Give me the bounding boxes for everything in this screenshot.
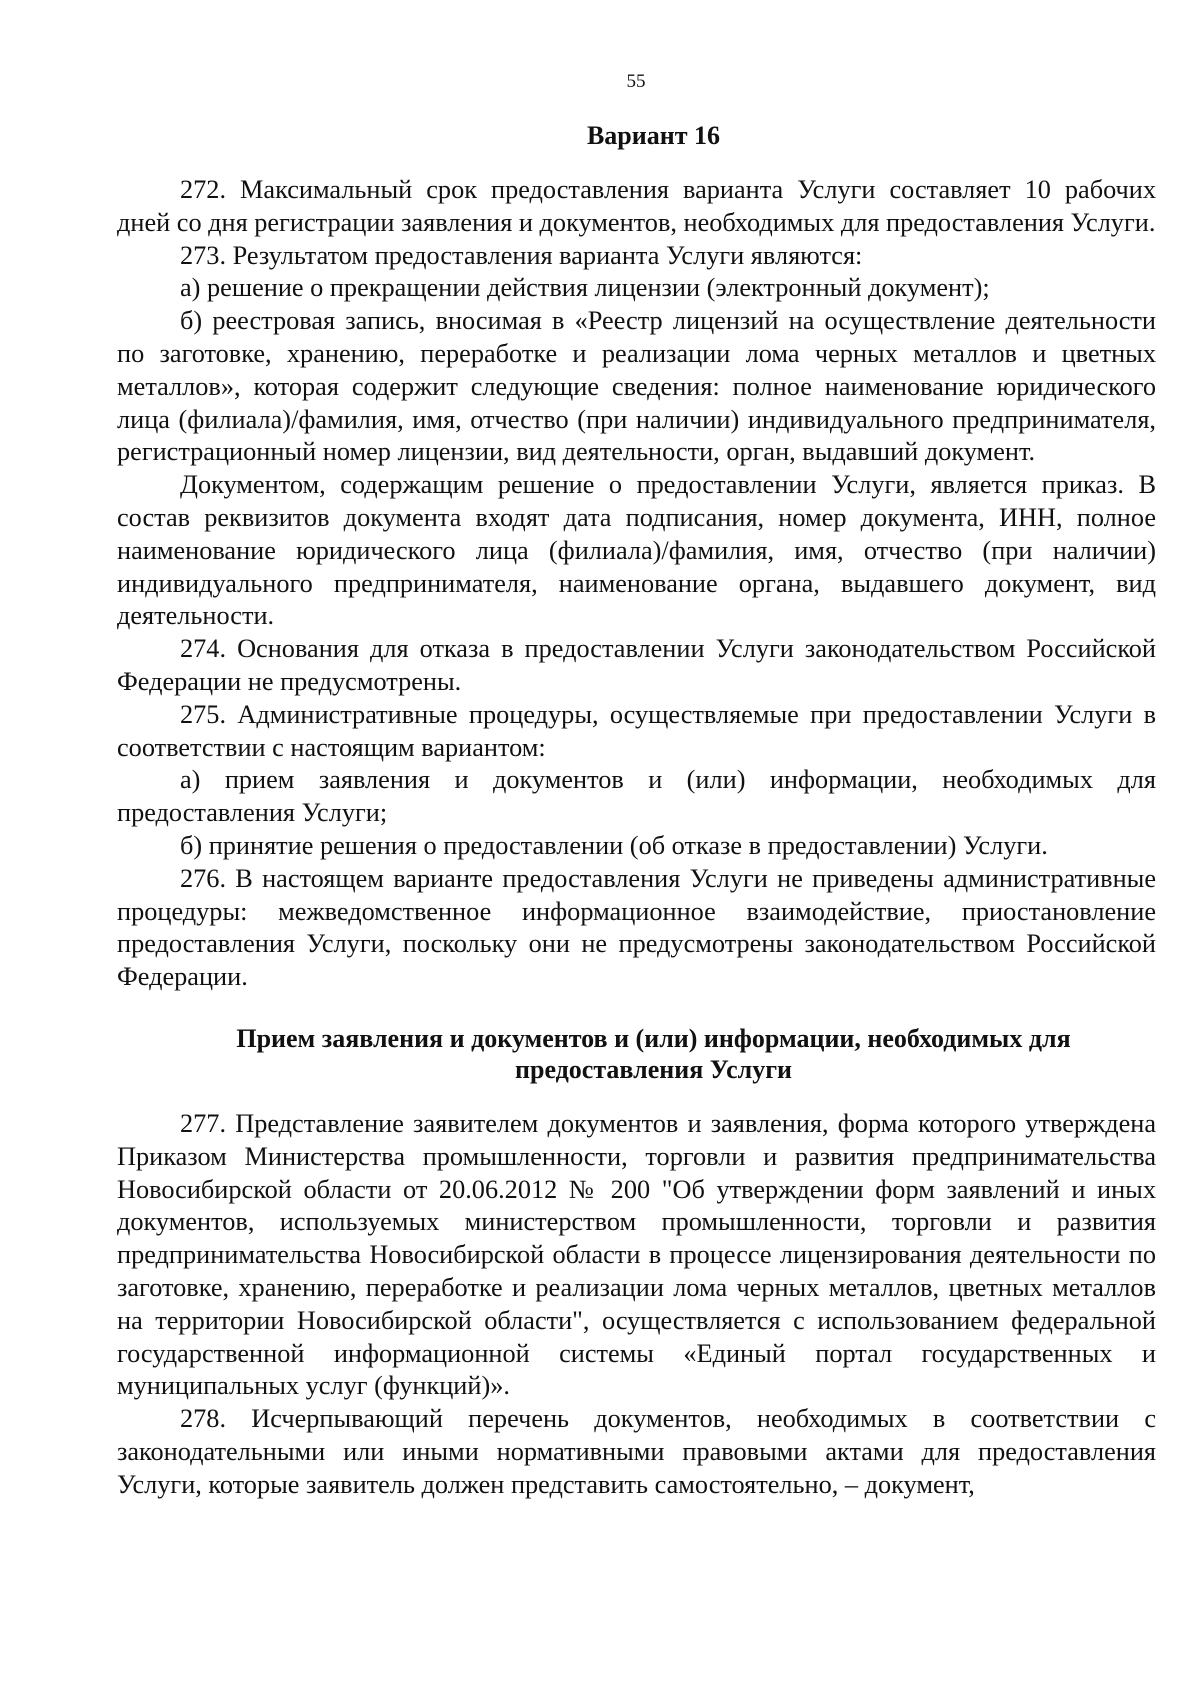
section-title-line2: предоставления Услуги <box>515 1054 792 1084</box>
paragraph-273-b: б) реестровая запись, вносимая в «Реестр лицензий на осуществление деятельности по заготовке, хранению, переработке и реализации лома черных металлов и цветных металлов», которая содержит следующие сведения: полное наименование юридического лица (филиала)/фамилия, имя, отчество (при наличии) индивидуального предпринимателя, регистрационный номер лицензии, вид деятельности, орган, выдавший документ. <box>117 306 1156 467</box>
paragraph-275: 275. Административные процедуры, осуществляемые при предоставлении Услуги в соответствии с настоящим вариантом: <box>117 699 1156 762</box>
paragraph-result-document: Документом, содержащим решение о предоставлении Услуги, является приказ. В состав реквизитов документа входят дата подписания, номер документа, ИНН, полное наименование юридического лица (филиала)/фамилия, имя, отчество (при наличии) индивидуального предпринимателя, наименование органа, выдавшего документ, вид деятельности. <box>117 470 1156 631</box>
paragraph-275-b: б) принятие решения о предоставлении (об отказе в предоставлении) Услуги. <box>180 830 1048 860</box>
paragraph-273: 273. Результатом предоставления варианта Услуги являются: <box>180 240 863 270</box>
page-content <box>117 118 1156 1501</box>
section-paragraphs <box>117 1108 1156 1502</box>
section-title-line1: Прием заявления и документов и (или) информации, необходимых для <box>236 1023 1071 1053</box>
paragraph-274: 274. Основания для отказа в предоставлении Услуги законодательством Российской Федерации не предусмотрены. <box>117 634 1156 696</box>
variant-paragraphs <box>117 174 1156 994</box>
paragraph-273-a: а) решение о прекращении действия лицензии (электронный документ); <box>180 273 990 303</box>
paragraph-272: 272. Максимальный срок предоставления варианта Услуги составляет 10 рабочих дней со дня регистрации заявления и документов, необходимых для предоставления Услуги. <box>117 175 1156 237</box>
paragraph-275-a: а) прием заявления и документов и (или) информации, необходимых для предоставления Услуги; <box>117 765 1156 828</box>
section-title <box>117 1023 1156 1085</box>
paragraph-277: 277. Представление заявителем документов и заявления, форма которого утверждена Приказом Министерства промышленности, торговли и развития предпринимательства Новосибирской области от 20.06.2012 № 200 "Об утверждении форм заявлений и иных документов, используемых министерством промышленности, торговли и развития предпринимательства Новосибирской области в процессе лицензирования деятельности по заготовке, хранению, переработке и реализации лома черных металлов, цветных металлов на территории Новосибирской области", осуществляется с использованием федеральной государственной информационной системы «Единый портал государственных и муниципальных услуг (функций)». <box>117 1108 1156 1401</box>
paragraph-276: 276. В настоящем варианте предоставления Услуги не приведены административные процедуры: межведомственное информационное взаимодействие, приостановление предоставления Услуги, поскольку они не предусмотрены законодательством Российской Федерации. <box>117 863 1156 992</box>
variant-title: Вариант 16 <box>586 121 721 150</box>
paragraph-278: 278. Исчерпывающий перечень документов, необходимых в соответствии с законодательными или иными нормативными правовыми актами для предоставления Услуги, которые заявитель должен представить самостоятельно, – документ, <box>117 1404 1156 1499</box>
page-number: 55 <box>626 71 646 92</box>
